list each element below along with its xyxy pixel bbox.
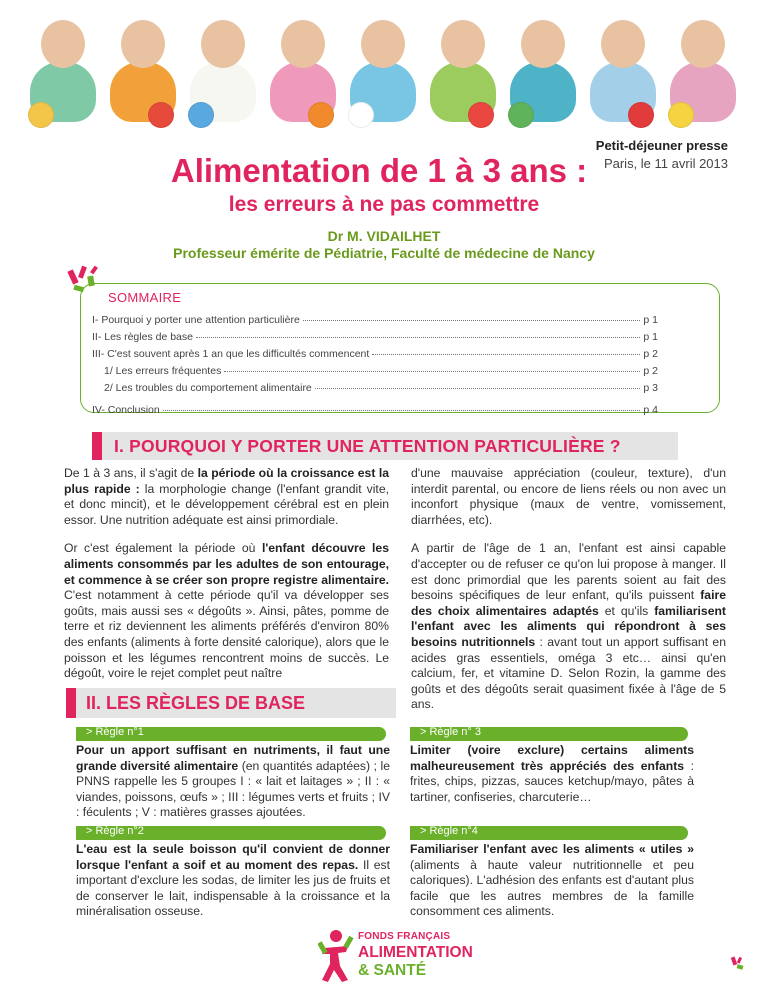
- rule-4-label-bar: [410, 826, 688, 840]
- baby-head: [281, 20, 325, 68]
- baby-head: [121, 20, 165, 68]
- author-name: Dr M. VIDAILHET: [327, 228, 441, 244]
- text-run: : avant tout un apport suffisant en acides gras essentiels, oméga 3 etc… ainsi qu'en calcium, fer, et vitamine D. Selon Rozin, la gamme des goûts et des dégoûts serait quasiment fixée à l'âge de 5 ans.: [411, 634, 726, 712]
- text-run: : frites, chips, pizzas, sauces ketchup/mayo, pâtes à tartiner, confiseries, charcuterie…: [410, 758, 694, 804]
- page-title: [0, 152, 768, 190]
- toc-item[interactable]: [92, 382, 658, 399]
- ball-icon: [188, 102, 214, 128]
- running-figure-icon: [318, 928, 354, 986]
- section-1-left-column: [64, 466, 389, 695]
- toc-item-page: p 1: [643, 314, 658, 326]
- ffas-logo: [318, 928, 478, 988]
- rule-4-label: > Règle n°4: [420, 825, 478, 837]
- toc-leader-dots: [224, 371, 640, 372]
- toc-item[interactable]: [92, 348, 658, 365]
- text-run-bold: Pour un apport suffisant en nutriments, il faut une grande diversité alimentaire: [76, 743, 390, 773]
- toc-item-page: p 2: [643, 348, 658, 360]
- section-1-title: I. POURQUOI Y PORTER UNE ATTENTION PARTICULIÈRE ?: [114, 436, 621, 456]
- ball-icon: [508, 102, 534, 128]
- baby-figure: [504, 6, 582, 134]
- rule-3-text: [410, 743, 694, 805]
- text-run: A partir de l'âge de 1 an, l'enfant est ainsi capable d'accepter ou de refuser ce qu'on lui propose à manger. Il est donc primordial que les parents soient au fait des besoins spécifiques de leur enfant, qu'ils puissent: [411, 541, 726, 603]
- ball-icon: [308, 102, 334, 128]
- baby-figure: [264, 6, 342, 134]
- paragraph: d'une mauvaise appréciation (couleur, texture), d'un interdit parental, ou encore de liens réels ou non avec un inconfort physique (maux de ventre, vomissement, diarrhées, etc).: [411, 466, 726, 527]
- paragraph: [64, 541, 389, 681]
- rule-3-label: > Règle n° 3: [420, 726, 481, 738]
- text-run-bold: l'enfant découvre les aliments consommés par les adultes de son entourage, et commence à se créer son propre registre alimentaire.: [64, 541, 389, 587]
- logo-line-2: ALIMENTATION: [358, 944, 473, 961]
- text-run: la morphologie change (l'enfant grandit vite, et donc mincit), et le développement cérébral est en plein essor. Une nutrition adéquate est ainsi primordiale.: [64, 481, 389, 527]
- author-role: Professeur émérite de Pédiatrie, Faculté de médecine de Nancy: [173, 245, 595, 261]
- babies-photo-strip: [18, 6, 758, 134]
- confetti-icon: [66, 262, 106, 302]
- baby-figure: [344, 6, 422, 134]
- toc-leader-dots: [303, 320, 641, 321]
- text-run: et qu'ils: [598, 603, 655, 618]
- logo-line-3: & SANTÉ: [358, 962, 427, 979]
- baby-head: [441, 20, 485, 68]
- text-run: De 1 à 3 ans, il s'agit de: [64, 466, 198, 480]
- text-run: Or c'est également la période où: [64, 541, 262, 556]
- toc-item[interactable]: [92, 314, 658, 331]
- rule-3-label-bar: [410, 727, 688, 741]
- paragraph: [64, 466, 389, 528]
- rule-1-label-bar: [76, 727, 386, 741]
- baby-head: [41, 20, 85, 68]
- toc-list: [92, 314, 658, 421]
- ball-icon: [668, 102, 694, 128]
- rule-2-label-bar: [76, 826, 386, 840]
- text-run-bold: Familiariser l'enfant avec les aliments « utiles »: [410, 842, 694, 856]
- text-run-bold: la période où la croissance est la plus rapide :: [64, 466, 389, 496]
- author-block: [0, 228, 768, 262]
- baby-head: [201, 20, 245, 68]
- page-subtitle: les erreurs à ne pas commettre: [228, 193, 540, 216]
- text-run-bold: Limiter (voire exclure) certains aliments malheureusement très appréciés des enfants: [410, 743, 694, 773]
- toc-leader-dots: [163, 410, 641, 411]
- baby-figure: [24, 6, 102, 134]
- section-1-header: [92, 432, 678, 460]
- text-run-bold: faire des choix alimentaires adaptés: [411, 588, 726, 618]
- toc-item-page: p 3: [643, 382, 658, 394]
- toc-item[interactable]: [92, 365, 658, 382]
- toc-leader-dots: [315, 388, 641, 389]
- baby-figure: [424, 6, 502, 134]
- ball-icon: [468, 102, 494, 128]
- rule-1-label: > Règle n°1: [86, 726, 144, 738]
- section-2-header: [66, 688, 396, 718]
- ball-icon: [28, 102, 54, 128]
- toc-leader-dots: [196, 337, 640, 338]
- baby-head: [601, 20, 645, 68]
- toc-item-label: 1/ Les erreurs fréquentes: [104, 365, 222, 377]
- baby-head: [361, 20, 405, 68]
- text-run: C'est notamment à cette période qu'il va développer ses goûts, mais aussi ses « dégoûts ». Ainsi, pâtes, pomme de terre et riz deviennent les aliments préférés d'environ 80% des enfants (aliments à forte densité calorique), alors que le poisson et les légumes rencontrent moins de succès. Le dégoût, voire le rejet complet peut naître: [64, 588, 389, 681]
- toc-item-label: 2/ Les troubles du comportement alimentaire: [104, 382, 312, 394]
- toc-item[interactable]: [92, 404, 658, 421]
- logo-line-1: FONDS FRANÇAIS: [358, 931, 451, 942]
- toc-item-page: p 2: [643, 365, 658, 377]
- text-run-bold: familiarisent l'enfant avec les aliments qui répondront à ses besoins nutritionnels: [411, 603, 726, 649]
- baby-figure: [584, 6, 662, 134]
- baby-head: [681, 20, 725, 68]
- toc-item-page: p 4: [643, 404, 658, 416]
- text-run: (aliments à haute valeur nutritionnelle et peu caloriques). L'adhésion des enfants est d'autant plus facile que les autres membres de la famille consomment ces aliments.: [410, 857, 694, 919]
- toc-item[interactable]: [92, 331, 658, 348]
- ball-icon: [148, 102, 174, 128]
- toc-leader-dots: [372, 354, 640, 355]
- place-date: Paris, le 11 avril 2013: [603, 156, 728, 171]
- text-run: (en quantités adaptées) ; le PNNS rappelle les 5 groupes I : « lait et laitages » ; II : « viandes, poissons, œufs » ; III : légumes verts et fruits ; IV : féculents ; V : matières grasses ajoutées.: [76, 758, 391, 820]
- section-accent-bar: [92, 432, 102, 460]
- rule-2-label: > Règle n°2: [86, 825, 144, 837]
- baby-figure: [104, 6, 182, 134]
- section-2-title: II. LES RÈGLES DE BASE: [86, 693, 306, 713]
- toc-item-label: III- C'est souvent après 1 an que les difficultés commencent: [92, 348, 370, 360]
- toc-item-label: II- Les règles de base: [92, 331, 193, 343]
- text-run: Il est important d'exclure les sodas, de limiter les jus de fruits et de conserver le lait, indispensable à la croissance et la minéralisation osseuse.: [76, 857, 390, 919]
- event-label: Petit-déjeuner presse: [595, 138, 728, 153]
- confetti-corner-icon: [730, 955, 746, 975]
- baby-figure: [184, 6, 262, 134]
- ball-icon: [628, 102, 654, 128]
- section-accent-bar: [66, 688, 76, 718]
- text-run-bold: L'eau est la seule boisson qu'il convient de donner lorsque l'enfant a soif et au moment des repas.: [76, 842, 390, 872]
- rule-1-text: [76, 743, 390, 821]
- ball-icon: [348, 102, 374, 128]
- rule-2-text: [76, 842, 390, 920]
- title-text: Alimentation de 1 à 3 ans :: [170, 152, 588, 189]
- paragraph: [411, 541, 726, 713]
- toc-item-label: IV- Conclusion: [92, 404, 160, 416]
- baby-figure: [664, 6, 742, 134]
- toc-item-label: I- Pourquoi y porter une attention particulière: [92, 314, 300, 326]
- rule-4-text: [410, 842, 694, 920]
- toc-item-page: p 1: [643, 331, 658, 343]
- section-1-right-column: [411, 466, 726, 726]
- baby-head: [521, 20, 565, 68]
- toc-heading: SOMMAIRE: [108, 290, 182, 305]
